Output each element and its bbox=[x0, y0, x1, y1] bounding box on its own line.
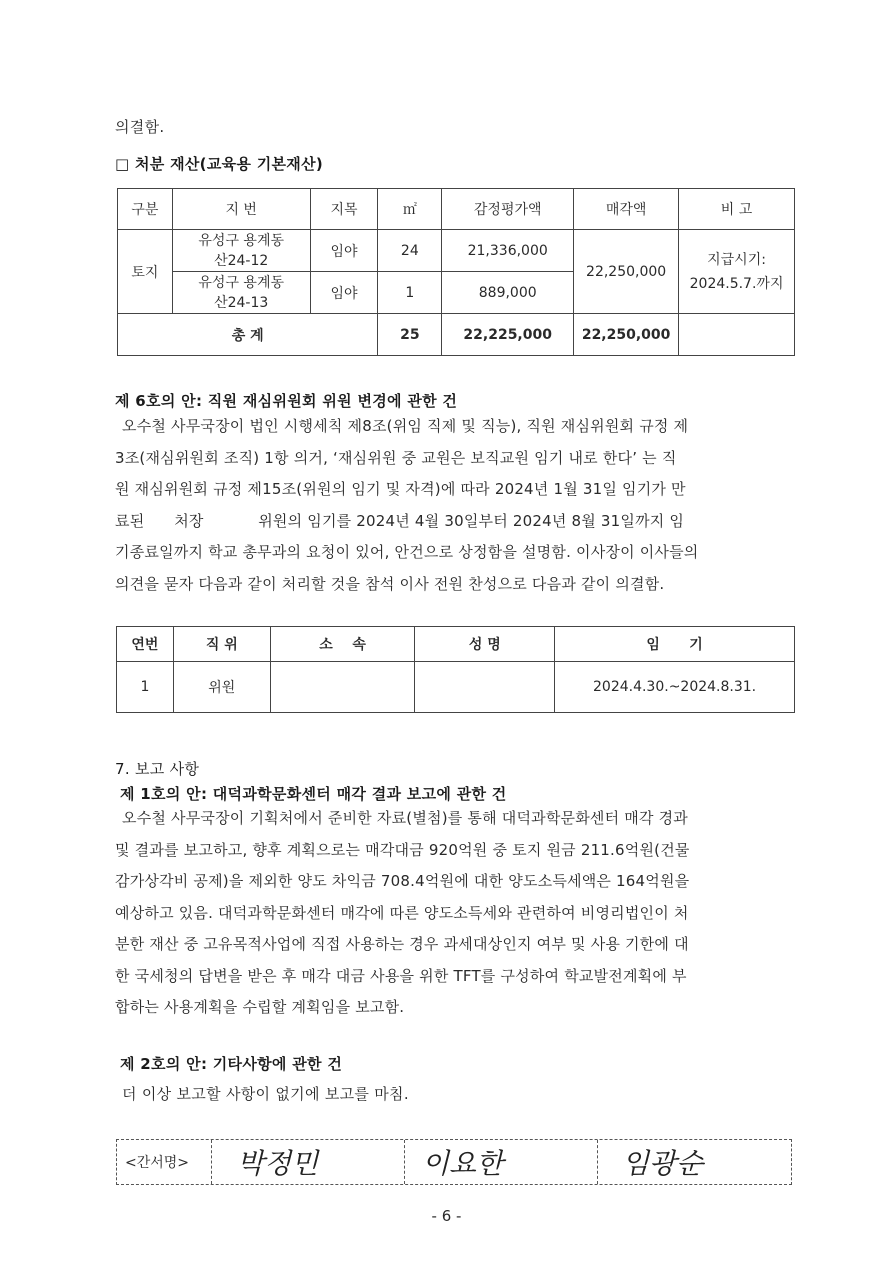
land-type-cell: 임야 bbox=[310, 272, 378, 314]
affiliation-cell bbox=[270, 662, 415, 713]
total-appraisal: 22,225,000 bbox=[442, 314, 574, 356]
name-cell bbox=[415, 662, 555, 713]
signature-name: 임광순 bbox=[622, 1147, 704, 1180]
address-line: 산24-12 bbox=[214, 252, 269, 269]
divider bbox=[597, 1140, 598, 1184]
paragraph-line: 감가상각비 공제)을 제외한 양도 차익금 708.4억원에 대한 양도소득세액은 164억원을 bbox=[115, 872, 690, 890]
total-label: 총 계 bbox=[118, 314, 378, 356]
paragraph-line: 원 재심위원회 규정 제15조(위원의 임기 및 자격)에 따라 2024년 1월 31일 임기가 만 bbox=[115, 480, 686, 498]
note-cell bbox=[679, 230, 795, 314]
report-item2-title: 제 2호의 안: 기타사항에 관한 건 bbox=[120, 1055, 343, 1073]
disposal-table bbox=[117, 188, 795, 356]
table-row bbox=[118, 230, 795, 272]
header-cell: 구분 bbox=[118, 189, 173, 230]
paragraph-line: 합하는 사용계획을 수립할 계획임을 보고함. bbox=[115, 998, 405, 1016]
paragraph-line: 한 국세청의 답변을 받은 후 매각 대금 사용을 위한 TFT를 구성하여 학교발전계획에 부 bbox=[115, 966, 687, 985]
divider bbox=[211, 1140, 212, 1184]
total-note bbox=[679, 314, 795, 356]
note-line: 지급시기: bbox=[707, 251, 766, 268]
address-line: 유성구 용계동 bbox=[198, 232, 285, 249]
signature-name: 이요한 bbox=[422, 1147, 504, 1180]
report-item1-paragraph bbox=[115, 803, 795, 1024]
top-text: 의결함. bbox=[115, 118, 165, 136]
term-cell: 2024.4.30.~2024.8.31. bbox=[555, 662, 795, 713]
table-header-row bbox=[117, 627, 795, 662]
paragraph-line: 예상하고 있음. 대덕과학문화센터 매각에 따른 양도소득세와 관련하여 비영리법인이 처 bbox=[115, 903, 689, 922]
signature-name: 박정민 bbox=[237, 1147, 319, 1180]
committee-table bbox=[116, 626, 795, 713]
area-cell: 24 bbox=[378, 230, 442, 272]
paragraph-line: 오수철 사무국장이 기획처에서 준비한 자료(별첨)를 통해 대덕과학문화센터 매각 경과 bbox=[122, 809, 689, 827]
paragraph-line: 기종료일까지 학교 총무과의 요청이 있어, 안건으로 상정함을 설명함. 이사장이 이사들의 bbox=[115, 543, 699, 561]
paragraph-line: 분한 재산 중 고유목적사업에 직접 사용하는 경우 과세대상인지 여부 및 사용 기한에 대 bbox=[115, 935, 689, 953]
header-cell: 직 위 bbox=[173, 627, 270, 662]
disposal-section-title: □ 처분 재산(교육용 기본재산) bbox=[115, 155, 324, 173]
appraisal-cell: 889,000 bbox=[442, 272, 574, 314]
header-cell: 비 고 bbox=[679, 189, 795, 230]
total-area: 25 bbox=[378, 314, 442, 356]
agenda6-paragraph bbox=[115, 411, 795, 600]
note-line: 2024.5.7.까지 bbox=[689, 275, 784, 292]
address-cell bbox=[172, 230, 310, 272]
row-number: 1 bbox=[117, 662, 174, 713]
report-heading: 7. 보고 사항 bbox=[115, 760, 200, 778]
header-cell: 매각액 bbox=[574, 189, 679, 230]
sale-amount-cell: 22,250,000 bbox=[574, 230, 679, 314]
appraisal-cell: 21,336,000 bbox=[442, 230, 574, 272]
total-sale: 22,250,000 bbox=[574, 314, 679, 356]
table-header-row bbox=[118, 189, 795, 230]
header-cell: 감정평가액 bbox=[442, 189, 574, 230]
position-cell: 위원 bbox=[173, 662, 270, 713]
land-type-cell: 임야 bbox=[310, 230, 378, 272]
header-cell: 임 기 bbox=[555, 627, 795, 662]
header-cell: 지 번 bbox=[172, 189, 310, 230]
address-line: 산24-13 bbox=[214, 294, 269, 311]
header-cell: 소 속 bbox=[270, 627, 415, 662]
signature-label: <간서명> bbox=[125, 1155, 190, 1171]
report-item2-text: 더 이상 보고할 사항이 없기에 보고를 마침. bbox=[122, 1085, 409, 1103]
area-cell: 1 bbox=[378, 272, 442, 314]
total-row bbox=[118, 314, 795, 356]
category-cell: 토지 bbox=[118, 230, 173, 314]
page-number: - 6 - bbox=[431, 1207, 462, 1225]
header-cell: 연번 bbox=[117, 627, 174, 662]
report-item1-title: 제 1호의 안: 대덕과학문화센터 매각 결과 보고에 관한 건 bbox=[120, 785, 507, 803]
divider bbox=[404, 1140, 405, 1184]
table-row bbox=[117, 662, 795, 713]
paragraph-line: 료된 처장 위원의 임기를 2024년 4월 30일부터 2024년 8월 31일까지 임 bbox=[115, 511, 685, 530]
paragraph-line: 3조(재심위원회 조직) 1항 의거, ‘재심위원 중 교원은 보직교원 임기 내로 한다’ 는 직 bbox=[115, 448, 677, 467]
header-cell: 성 명 bbox=[415, 627, 555, 662]
signature-box bbox=[116, 1139, 792, 1185]
paragraph-line: 오수철 사무국장이 법인 시행세칙 제8조(위임 직제 및 직능), 직원 재심위원회 규정 제 bbox=[122, 417, 689, 435]
agenda6-title: 제 6호의 안: 직원 재심위원회 위원 변경에 관한 건 bbox=[115, 392, 458, 410]
paragraph-line: 의견을 묻자 다음과 같이 처리할 것을 참석 이사 전원 찬성으로 다음과 같이 의결함. bbox=[115, 574, 665, 593]
address-line: 유성구 용계동 bbox=[198, 274, 285, 291]
address-cell bbox=[172, 272, 310, 314]
header-cell: 지목 bbox=[310, 189, 378, 230]
header-cell: ㎡ bbox=[378, 189, 442, 230]
paragraph-line: 및 결과를 보고하고, 향후 계획으로는 매각대금 920억원 중 토지 원금 211.6억원(건물 bbox=[115, 840, 690, 859]
